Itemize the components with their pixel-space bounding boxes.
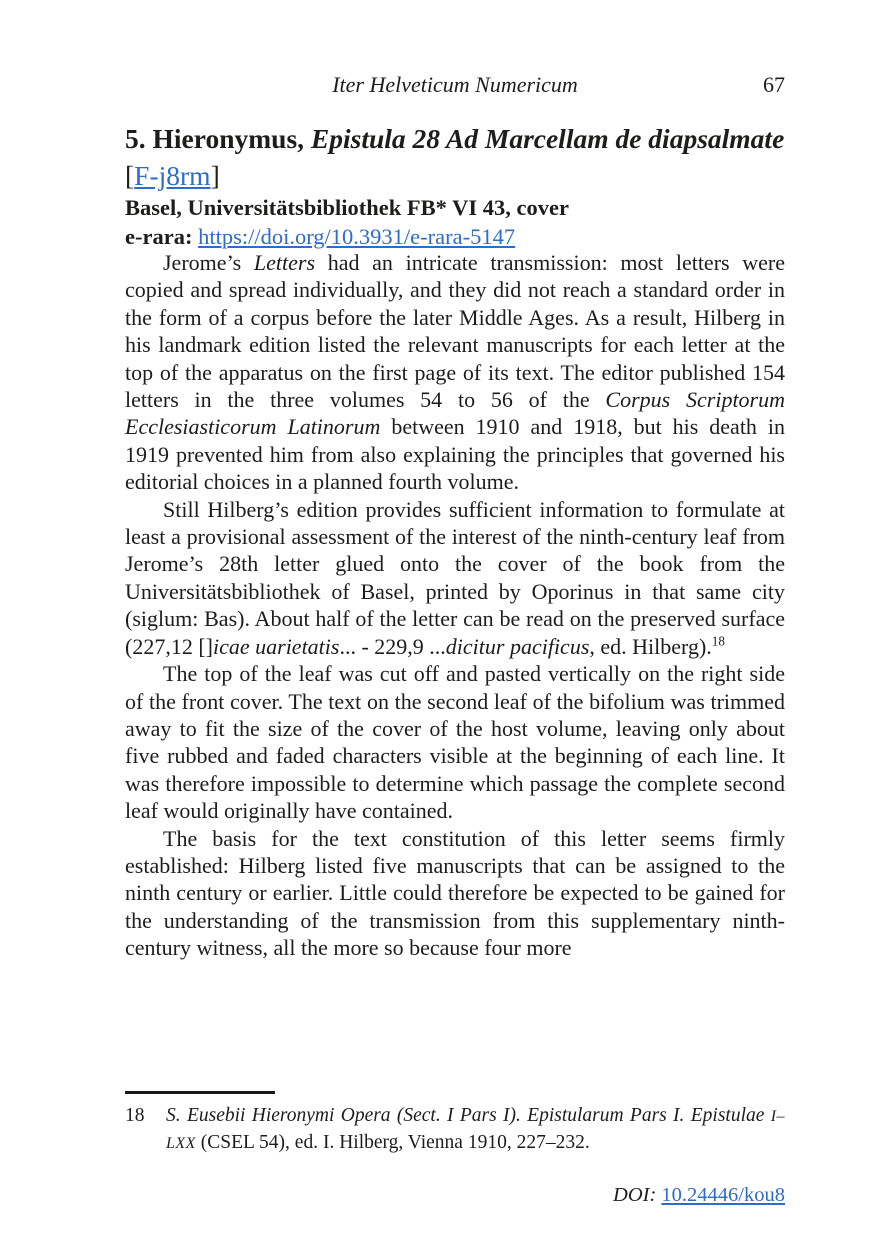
footnote-reference-18: 18	[711, 633, 725, 649]
paragraph-1	[125, 249, 785, 496]
erara-line	[125, 223, 785, 252]
doi-label: DOI:	[613, 1183, 662, 1206]
paragraph-2-italic-explicit: dicitur pacificus	[445, 633, 590, 659]
paragraph-2-text: ... - 229,9 ...	[339, 633, 446, 659]
erara-doi-link[interactable]: https://doi.org/10.3931/e-rara-5147	[198, 223, 516, 249]
f-j8rm-link[interactable]: F-j8rm	[134, 160, 211, 191]
manuscript-identification	[125, 194, 785, 251]
erara-label: e-rara:	[125, 223, 199, 249]
paragraph-2	[125, 496, 785, 660]
footnote-18	[125, 1103, 785, 1158]
heading-bracket-close: ]	[210, 160, 220, 191]
heading-work-title: Epistula 28 Ad Marcellam de diapsalmate	[310, 123, 785, 154]
footnote-range-smallcaps: I–LXX	[166, 1107, 785, 1152]
paragraph-1-italic-letters: Letters	[253, 250, 316, 275]
footnote-citation-roman: (CSEL 54), ed. I. Hilberg, Vienna 1910, 227–232.	[195, 1132, 590, 1153]
paragraph-2-italic-incipit: icae uarietatis	[212, 633, 340, 659]
section-heading	[125, 120, 785, 194]
paragraph-3: The top of the leaf was cut off and pasted vertically on the right side of the front cover. The text on the second leaf of the bifolium was trimmed away to fit the size of the cover of the host volume, leaving only about five rubbed and faded characters visible at the beginning of each line. It was therefore impossible to determine which passage the complete second leaf would originally have contained.	[125, 661, 785, 824]
body-text	[125, 249, 785, 962]
paragraph-2-text: , ed. Hilberg).	[589, 633, 712, 659]
doi-link[interactable]: 10.24446/kou8	[661, 1183, 785, 1206]
paragraph-4: The basis for the text constitution of this letter seems firmly established: Hilberg listed five manuscripts that can be assigned to the ninth century or earlier. Little could therefore be expected to be gained for the understanding of the transmission from this supplementary ninth-century witness, all the more so because four more	[125, 825, 785, 961]
running-header	[125, 72, 785, 98]
page-number: 67	[763, 72, 785, 97]
paragraph-1-text: Jerome’s	[163, 250, 254, 275]
footnote-separator-rule	[125, 1091, 275, 1094]
running-header-title: Iter Helveticum Numericum	[332, 72, 578, 97]
doi-line	[125, 1182, 785, 1208]
footnote-citation-italic: S. Eusebii Hieronymi Opera (Sect. I Pars I). Epistularum Pars I. Epistulae	[166, 1104, 771, 1126]
heading-number-author: 5. Hieronymus,	[125, 123, 311, 154]
heading-bracket-open: [	[125, 160, 135, 191]
footnote-number: 18	[125, 1104, 145, 1126]
paragraph-1-text: between 1910 and 1918, but his death in 1919 prevented him from also explaining the principles that governed his editorial choices in a planned fourth volume.	[125, 414, 785, 495]
paragraph-2-text: Still Hilberg’s edition provides sufficient information to formulate at least a provisional assessment of the interest of the ninth-century leaf from Jerome’s 28th letter glued onto the cover of the book from the Universitätsbibliothek of Basel, printed by Oporinus in that same city (siglum: Bas). About half of the letter can be read on the preserved surface (227,12 []	[125, 496, 785, 659]
paragraph-1-italic-csel: Corpus Scriptorum Ecclesiasticorum Latinorum	[125, 387, 786, 440]
shelfmark: Basel, Universitätsbibliothek FB* VI 43, cover	[125, 195, 569, 220]
paragraph-1-text: had an intricate transmission: most letters were copied and spread individually, and they did not reach a standard order in the form of a corpus before the later Middle Ages. As a result, Hilberg in his landmark edition listed the relevant manuscripts for each letter at the top of the apparatus on the first page of its text. The editor published 154 letters in the three volumes 54 to 56 of the	[125, 250, 786, 413]
footnote-text	[166, 1105, 785, 1154]
footnote-area	[125, 1091, 785, 1208]
